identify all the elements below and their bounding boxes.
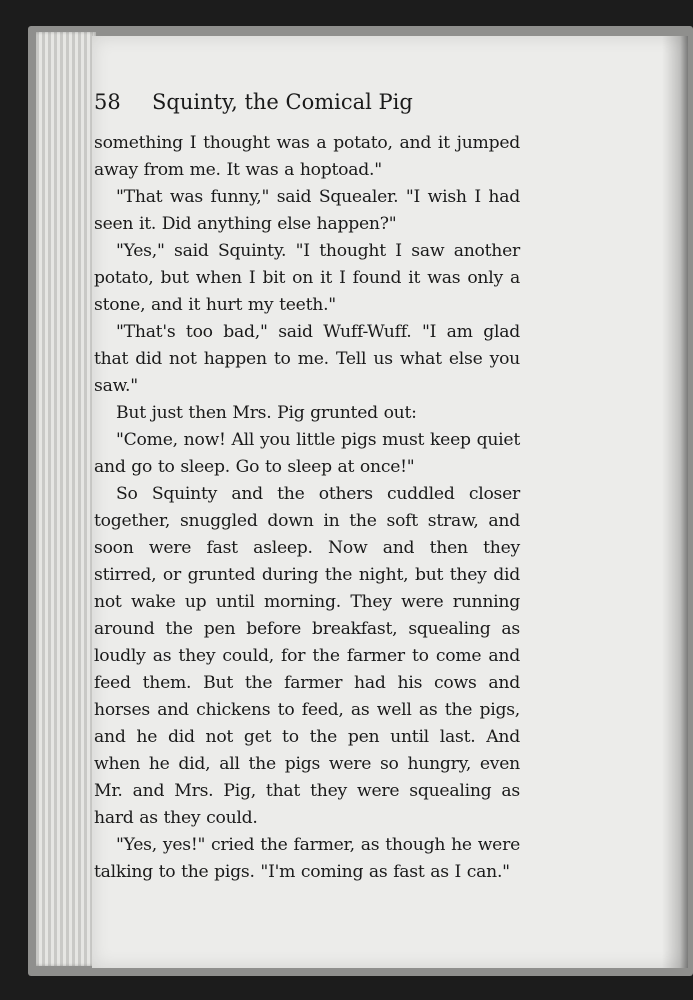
body-text <box>94 130 520 886</box>
paragraph: "Yes, yes!" cried the farmer, as though he were talking to the pigs. "I'm coming as fast as I can." <box>94 835 520 882</box>
paragraph: So Squinty and the others cuddled closer together, snuggled down in the soft straw, and soon were fast asleep. Now and then they stirred, or grunted during the night, but they did not wake up until morning. They were running around the pen before breakfast, squealing as loudly as they could, for the farmer to come and feed them. But the farmer had his cows and horses and chickens to feed, as well as the pigs, and he did not get to the pen until last. And when he did, all the pigs were so hungry, even Mr. and Mrs. Pig, that they were squealing as hard as they could. <box>94 484 520 828</box>
page-number: 58 <box>94 90 121 114</box>
paragraph: "That was funny," said Squealer. "I wish I had seen it. Did anything else happen?" <box>94 187 520 234</box>
page-edges <box>36 32 96 966</box>
paragraph: "Yes," said Squinty. "I thought I saw another potato, but when I bit on it I found it was only a stone, and it hurt my teeth." <box>94 241 520 315</box>
page-gutter-shadow <box>662 36 688 968</box>
page-header <box>94 90 524 114</box>
paragraph: "That's too bad," said Wuff-Wuff. "I am glad that did not happen to me. Tell us what else you saw." <box>94 322 520 396</box>
paragraph: "Come, now! All you little pigs must keep quiet and go to sleep. Go to sleep at once!" <box>94 430 520 477</box>
running-title: Squinty, the Comical Pig <box>152 90 413 114</box>
paragraph: But just then Mrs. Pig grunted out: <box>116 403 417 423</box>
paragraph: something I thought was a potato, and it jumped away from me. It was a hoptoad." <box>94 133 520 180</box>
